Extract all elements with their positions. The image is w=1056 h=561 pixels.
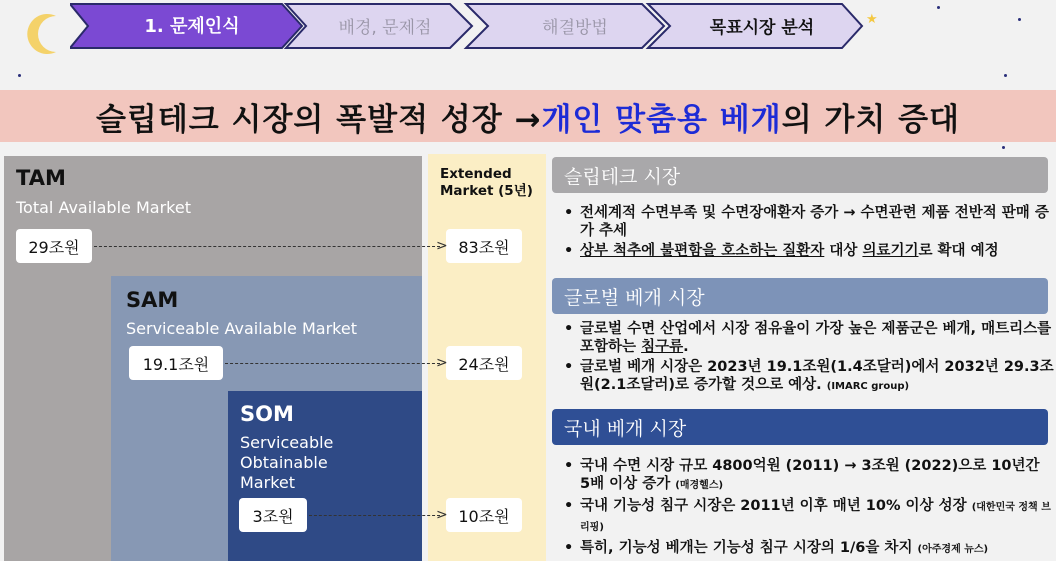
som-arrow-icon: >	[436, 507, 448, 523]
extended-market-title	[440, 166, 533, 200]
sleeptech-bullets	[560, 204, 1054, 262]
star-icon: ★	[866, 12, 878, 27]
bullet-underline: 침구류	[641, 339, 684, 355]
bullet-text: 글로벌 수면 산업에서 시장 점유율이 가장 높은 제품군은 베개, 매트리스를 포함하는	[580, 321, 1052, 355]
bullet-source: (대한민국 정책 브리핑)	[580, 502, 1051, 533]
bullet-underline-1: 상부 척추에 불편함을 호소하는 질환자	[580, 243, 825, 259]
step-2[interactable]: 배경, 문제점	[338, 17, 432, 38]
som-full-line1: Serviceable	[240, 433, 334, 452]
sam-arrow-icon: >	[436, 355, 448, 371]
list-item	[560, 497, 1054, 537]
extended-som-value: 10조원	[446, 498, 522, 532]
sam-value: 19.1조원	[129, 346, 223, 380]
list-item	[560, 204, 1054, 240]
star-dot	[18, 74, 21, 77]
som-label: SOM	[240, 402, 294, 426]
bullet-text: 특히, 기능성 베개는 기능성 침구 시장의 1/6을 차지	[580, 540, 913, 556]
sam-full-label: Serviceable Available Market	[126, 319, 357, 338]
star-dot	[1004, 74, 1007, 77]
tam-value: 29조원	[16, 229, 92, 263]
domestic-pillow-bullets	[560, 457, 1054, 561]
list-item	[560, 358, 1054, 396]
bullet-text: 국내 수면 시장 규모 4800억원 (2011) → 3조원 (2022)으로 10년간 5배 이상 증가	[580, 458, 1040, 492]
bullet-text: 대상	[824, 243, 863, 259]
sam-label: SAM	[126, 288, 179, 312]
section-header-domestic-pillow: 국내 베개 시장	[552, 409, 1048, 445]
bullet-text: 로 확대 예정	[918, 243, 999, 259]
crescent-moon-icon	[26, 12, 70, 56]
section-header-global-pillow: 글로벌 베개 시장	[552, 278, 1048, 314]
list-item	[560, 539, 1054, 559]
star-dot	[1018, 18, 1021, 21]
extended-sam-value: 24조원	[446, 346, 522, 380]
tam-connector	[94, 246, 440, 247]
som-value: 3조원	[239, 498, 307, 532]
som-full-line2: Obtainable	[240, 453, 328, 472]
section-header-sleeptech: 슬립테크 시장	[552, 157, 1048, 193]
step-4[interactable]: 목표시장 분석	[709, 17, 815, 38]
tam-arrow-icon: >	[436, 238, 448, 254]
title-part1: 슬립테크 시장의 폭발적 성장 →	[95, 101, 542, 138]
list-item	[560, 320, 1054, 356]
list-item	[560, 242, 1054, 260]
bullet-text: 국내 기능성 침구 시장은 2011년 이후 매년 10% 이상 성장	[580, 498, 967, 514]
extended-title-line1: Extended	[440, 166, 512, 182]
bullet-source: (매경헬스)	[675, 480, 724, 491]
step-1[interactable]: 1. 문제인식	[144, 16, 240, 37]
sam-connector	[225, 363, 440, 364]
tam-label: TAM	[16, 166, 66, 190]
som-full-line3: Market	[240, 473, 295, 492]
star-dot	[937, 6, 940, 9]
bullet-underline-2: 의료기기	[862, 243, 919, 259]
global-pillow-bullets	[560, 320, 1054, 398]
list-item	[560, 457, 1054, 495]
page-title	[0, 90, 1056, 142]
extended-title-line2: Market (5년)	[440, 183, 533, 199]
bullet-source: (IMARC group)	[826, 381, 910, 392]
title-part2: 의 가치 증대	[781, 101, 961, 138]
title-highlight: 개인 맞춤용 베개	[541, 101, 782, 138]
bullet-text: 전세계적 수면부족 및 수면장애환자 증가 → 수면관련 제품 전반적 판매 증가 추세	[580, 205, 1049, 239]
som-connector	[309, 515, 440, 516]
star-dot	[1002, 146, 1005, 149]
bullet-text: 글로벌 베개 시장은 2023년 19.1조원(1.4조달러)에서 2032년 29.3조원(2.1조달러)로 증가할 것으로 예상.	[580, 359, 1054, 393]
bullet-text: .	[683, 339, 689, 355]
extended-tam-value: 83조원	[446, 229, 522, 263]
bullet-source: (아주경제 뉴스)	[917, 544, 989, 555]
tam-full-label: Total Available Market	[16, 198, 191, 217]
step-3[interactable]: 해결방법	[542, 17, 608, 38]
